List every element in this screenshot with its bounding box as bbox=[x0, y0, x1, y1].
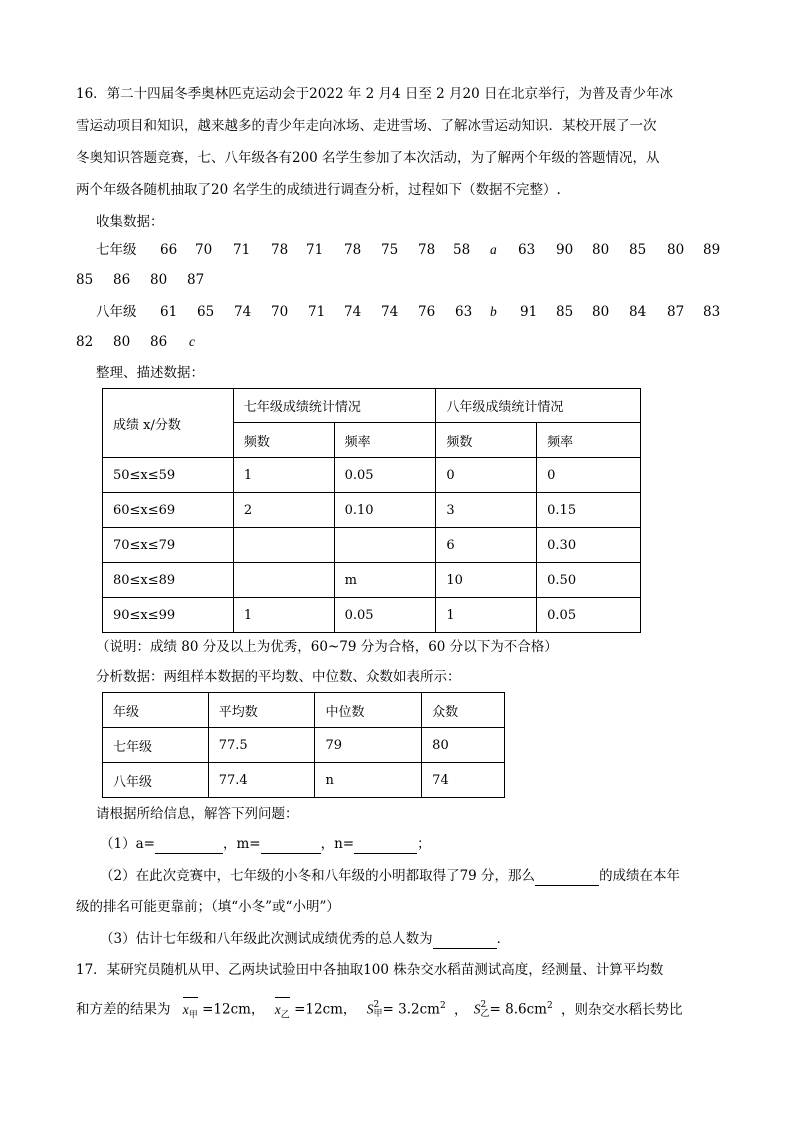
table-cell: 0.05 bbox=[334, 598, 436, 633]
table-cell: 2 bbox=[233, 493, 334, 528]
grade8-data-row-2 bbox=[0, 332, 794, 352]
table-cell bbox=[334, 528, 436, 563]
grade7-value: 87 bbox=[187, 272, 205, 288]
table-cell: 3 bbox=[436, 493, 537, 528]
table-cell: 77.5 bbox=[208, 728, 315, 763]
variance-symbol: S bbox=[366, 1001, 374, 1017]
grade8-value: 84 bbox=[629, 304, 647, 320]
answer-prompt: 请根据所给信息，解答下列问题： bbox=[96, 806, 299, 822]
part-1-n-label: ，n= bbox=[320, 836, 355, 852]
grading-note: （说明：成绩 80 分及以上为优秀，60~79 分为合格，60 分以下为不合格） bbox=[96, 639, 558, 655]
q17-line-1: 17．某研究员随机从甲、乙两块试验田中各抽取100 株杂交水稻苗测试高度，经测量、计算平均数 bbox=[76, 962, 664, 978]
table-header: 年级 bbox=[103, 693, 209, 728]
grade7-value: 89 bbox=[703, 242, 721, 258]
unit-superscript: 2 bbox=[439, 1001, 446, 1011]
table-header: 平均数 bbox=[208, 693, 315, 728]
grade8-value: 65 bbox=[197, 304, 215, 320]
table-cell: 60≤x≤69 bbox=[103, 493, 234, 528]
superscript-2: 2 bbox=[373, 1000, 380, 1010]
q17-line-2 bbox=[76, 994, 683, 1026]
grade7-value: 63 bbox=[518, 242, 536, 258]
table-cell: 七年级 bbox=[103, 728, 209, 763]
table-cell: 0.50 bbox=[537, 563, 641, 598]
answer-blank-m[interactable] bbox=[261, 838, 321, 854]
mean-symbol: x bbox=[182, 1001, 189, 1017]
grade8-value: 80 bbox=[113, 334, 131, 350]
grade8-value: 85 bbox=[556, 304, 574, 320]
grade8-label: 八年级 bbox=[96, 304, 137, 320]
table-row bbox=[103, 563, 641, 598]
table-cell: 0.05 bbox=[334, 458, 436, 493]
table-header: 中位数 bbox=[315, 693, 422, 728]
variance-jia-value: = 3.2cm bbox=[382, 1001, 440, 1018]
grade8-data-row-1 bbox=[0, 302, 794, 322]
grade8-value: 70 bbox=[271, 304, 289, 320]
table-cell: n bbox=[315, 763, 422, 798]
collect-data-title: 收集数据： bbox=[96, 214, 164, 230]
grade7-data-row-1 bbox=[0, 240, 794, 260]
answer-blank-n[interactable] bbox=[354, 838, 417, 854]
table-cell: 80 bbox=[422, 728, 505, 763]
part-2-line-2: 级的排名可能更靠前；（填“小冬”或“小明”） bbox=[76, 899, 340, 915]
table-cell: 0.05 bbox=[537, 598, 641, 633]
table-cell: 77.4 bbox=[208, 763, 315, 798]
table-row bbox=[103, 728, 505, 763]
table-cell: 74 bbox=[422, 763, 505, 798]
mean-yi-value: =12cm， bbox=[294, 1001, 357, 1018]
subscript-jia: 甲 bbox=[373, 1009, 383, 1019]
grade7-value: 71 bbox=[233, 242, 251, 258]
grade7-value: 85 bbox=[76, 272, 94, 288]
grade7-value: 86 bbox=[113, 272, 131, 288]
table-subheader: 频数 bbox=[233, 423, 334, 458]
mean-jia-value: =12cm， bbox=[202, 1001, 265, 1018]
grade8-value: 83 bbox=[703, 304, 721, 320]
table-row bbox=[103, 458, 641, 493]
grade7-label: 七年级 bbox=[96, 242, 137, 258]
grade7-value: 71 bbox=[306, 242, 324, 258]
table-cell: 0 bbox=[537, 458, 641, 493]
superscript-2: 2 bbox=[480, 1000, 487, 1010]
table-cell: 1 bbox=[233, 458, 334, 493]
table-cell: 70≤x≤79 bbox=[103, 528, 234, 563]
q17-text-start: 和方差的结果为 bbox=[76, 1001, 171, 1018]
table-cell: 1 bbox=[436, 598, 537, 633]
variance-yi bbox=[474, 994, 553, 1022]
table-cell: 80≤x≤89 bbox=[103, 563, 234, 598]
table-cell: 1 bbox=[233, 598, 334, 633]
grade8-value: 74 bbox=[381, 304, 399, 320]
grade7-value: 75 bbox=[381, 242, 399, 258]
table-cell: 0.15 bbox=[537, 493, 641, 528]
q16-line-3: 冬奥知识答题竞赛，七、八年级各有200 名学生参加了本次活动，为了解两个年级的答题情况，从 bbox=[76, 150, 660, 166]
answer-blank-a[interactable] bbox=[155, 838, 223, 854]
table-cell: 八年级 bbox=[103, 763, 209, 798]
table-cell: 10 bbox=[436, 563, 537, 598]
q16-line-2: 雪运动项目和知识，越来越多的青少年走向冰场、走进雪场、了解冰雪运动知识．某校开展了一次 bbox=[76, 118, 657, 134]
q16-line-4: 两个年级各随机抽取了20 名学生的成绩进行调查分析，过程如下（数据不完整）. bbox=[76, 182, 561, 198]
table-cell: 6 bbox=[436, 528, 537, 563]
table-cell: 0.10 bbox=[334, 493, 436, 528]
part-2-line-1 bbox=[100, 866, 680, 886]
organize-data-title: 整理、描述数据： bbox=[96, 365, 204, 381]
grade8-value: b bbox=[490, 304, 497, 319]
grade7-data-row-2 bbox=[0, 270, 794, 290]
part-2-text-a: （2）在此次竞赛中，七年级的小冬和八年级的小明都取得了79 分，那么 bbox=[100, 868, 536, 884]
grade8-value: 87 bbox=[667, 304, 685, 320]
grade8-value: 74 bbox=[234, 304, 252, 320]
grade7-value: 80 bbox=[150, 272, 168, 288]
grade7-value: 70 bbox=[195, 242, 213, 258]
grade7-stats-header: 七年级成绩统计情况 bbox=[233, 389, 436, 423]
grade7-value: 80 bbox=[592, 242, 610, 258]
answer-blank-2[interactable] bbox=[535, 870, 599, 886]
grade8-value: 80 bbox=[592, 304, 610, 320]
table-cell: 0 bbox=[436, 458, 537, 493]
score-range-header: 成绩 x/分数 bbox=[103, 389, 234, 458]
table-cell: 90≤x≤99 bbox=[103, 598, 234, 633]
q16-line-1: 16．第二十四届冬季奥林匹克运动会于2022 年 2 月4 日至 2 月20 日在北京举行，为普及青少年冰 bbox=[76, 86, 674, 102]
table-header: 众数 bbox=[422, 693, 505, 728]
grade8-value: 91 bbox=[520, 304, 538, 320]
grade7-value: a bbox=[490, 242, 497, 257]
mean-yi bbox=[275, 997, 290, 1027]
part-3 bbox=[100, 929, 510, 949]
statistics-table bbox=[102, 692, 505, 798]
q17-text-end: ，则杂交水稻长势比 bbox=[561, 1001, 683, 1018]
grade8-value: 86 bbox=[150, 334, 168, 350]
grade7-value: 85 bbox=[629, 242, 647, 258]
table-cell bbox=[233, 528, 334, 563]
part-1 bbox=[100, 834, 431, 854]
table-cell: 50≤x≤59 bbox=[103, 458, 234, 493]
part-1-m-label: ，m= bbox=[222, 836, 261, 852]
grade8-value: 63 bbox=[455, 304, 473, 320]
table-cell bbox=[233, 563, 334, 598]
grade8-value: 82 bbox=[76, 334, 94, 350]
part-1-a-label: （1）a= bbox=[100, 836, 155, 852]
subscript-jia: 甲 bbox=[188, 1009, 198, 1020]
frequency-table bbox=[102, 388, 641, 633]
part-3-end: ． bbox=[496, 931, 511, 947]
table-cell: 0.30 bbox=[537, 528, 641, 563]
table-row bbox=[103, 598, 641, 633]
comma: ， bbox=[453, 1001, 468, 1018]
variance-yi-value: = 8.6cm bbox=[489, 1001, 547, 1018]
table-cell: m bbox=[334, 563, 436, 598]
unit-superscript: 2 bbox=[546, 1001, 553, 1011]
table-row bbox=[103, 528, 641, 563]
mean-symbol: x bbox=[274, 1001, 281, 1017]
mean-jia bbox=[183, 997, 198, 1027]
grade7-value: 58 bbox=[453, 242, 471, 258]
grade8-value: 74 bbox=[344, 304, 362, 320]
grade8-stats-header: 八年级成绩统计情况 bbox=[436, 389, 641, 423]
part-2-text-b: 的成绩在本年 bbox=[599, 868, 681, 884]
subscript-yi: 乙 bbox=[280, 1009, 290, 1020]
answer-blank-3[interactable] bbox=[433, 933, 497, 949]
grade7-value: 66 bbox=[160, 242, 178, 258]
grade7-value: 78 bbox=[271, 242, 289, 258]
table-subheader: 频数 bbox=[436, 423, 537, 458]
grade8-value: c bbox=[189, 334, 195, 349]
subscript-yi: 乙 bbox=[480, 1009, 490, 1019]
variance-jia bbox=[367, 994, 446, 1022]
part-1-end: ； bbox=[417, 836, 431, 852]
grade7-value: 90 bbox=[556, 242, 574, 258]
part-3-text: （3）估计七年级和八年级此次测试成绩优秀的总人数为 bbox=[100, 931, 433, 947]
grade8-value: 61 bbox=[160, 304, 178, 320]
grade7-value: 78 bbox=[418, 242, 436, 258]
table-subheader: 频率 bbox=[537, 423, 641, 458]
table-row bbox=[103, 763, 505, 798]
analysis-title: 分析数据：两组样本数据的平均数、中位数、众数如表所示： bbox=[96, 669, 461, 685]
grade7-value: 78 bbox=[344, 242, 362, 258]
grade8-value: 76 bbox=[418, 304, 436, 320]
grade8-value: 71 bbox=[308, 304, 326, 320]
table-row bbox=[103, 493, 641, 528]
grade7-value: 80 bbox=[667, 242, 685, 258]
variance-symbol: S bbox=[473, 1001, 481, 1017]
table-cell: 79 bbox=[315, 728, 422, 763]
table-subheader: 频率 bbox=[334, 423, 436, 458]
